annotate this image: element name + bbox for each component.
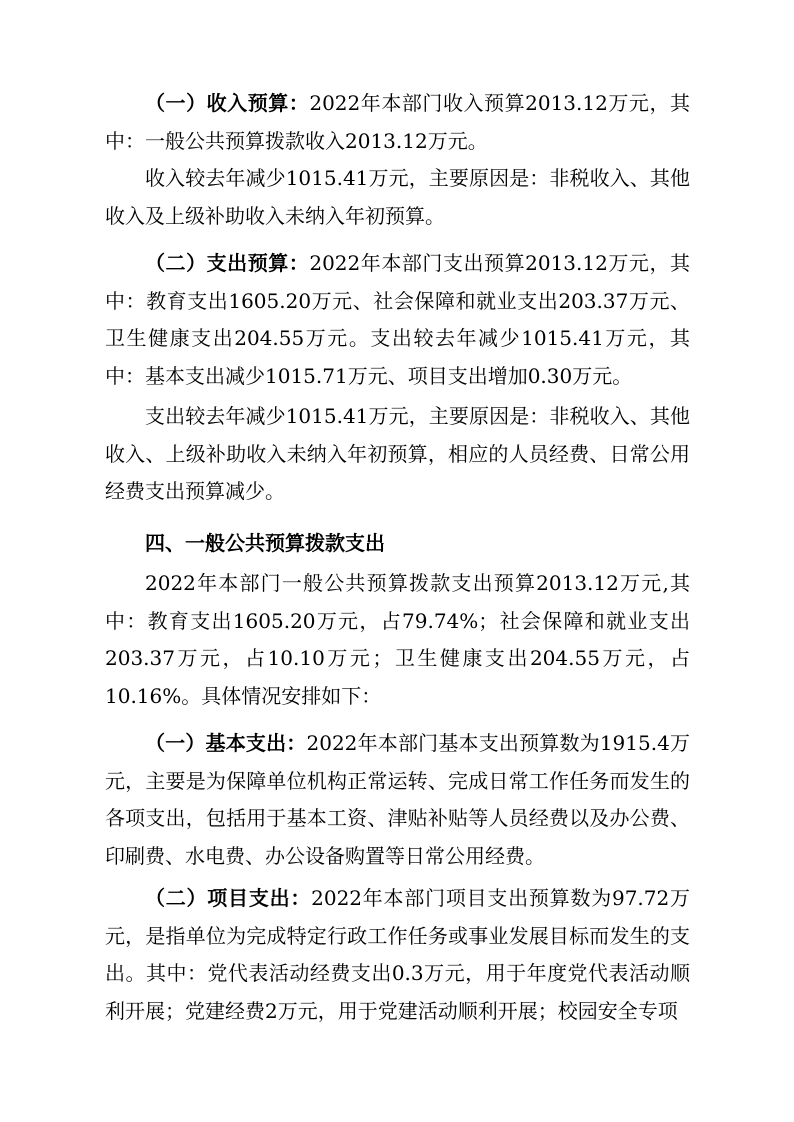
expenditure-decrease-paragraph <box>105 398 690 511</box>
expenditure-decrease-text: 支出较去年减少1015.41万元，主要原因是：非税收入、其他收入、上级补助收入未纳入年初预算，相应的人员经费、日常公用经费支出预算减少。 <box>105 404 690 503</box>
income-budget-text: 2022年本部门收入预算2013.12万元，其中：一般公共预算拨款收入2013.12万元。 <box>105 91 690 153</box>
income-decrease-paragraph <box>105 160 690 235</box>
section-heading: 四、一般公共预算拨款支出 <box>145 531 385 555</box>
expenditure-budget-text: 2022年本部门支出预算2013.12万元，其中：教育支出1605.20万元、社会保障和就业支出203.37万元、卫生健康支出204.55万元。支出较去年减少1015.41万元，其中：基本支出减少1015.71万元、项目支出增加0.30万元。 <box>105 251 690 388</box>
general-budget-text: 2022年本部门一般公共预算拨款支出预算2013.12万元,其中：教育支出1605.20万元，占79.74%；社会保障和就业支出203.37万元，占10.10万元；卫生健康支出204.55万元，占10.16%。具体情况安排如下： <box>105 571 690 708</box>
general-budget-paragraph <box>105 565 690 715</box>
income-budget-paragraph <box>105 85 690 160</box>
project-expenditure-paragraph <box>105 880 690 1030</box>
income-budget-label: （一）收入预算： <box>145 91 310 115</box>
basic-expenditure-text: 2022年本部门基本支出预算数为1915.4万元，主要是为保障单位机构正常运转、完成日常工作任务而发生的各项支出，包括用于基本工资、津贴补贴等人员经费以及办公费、印刷费、水电费、办公设备购置等日常公用经费。 <box>105 731 690 868</box>
expenditure-budget-label: （二）支出预算： <box>145 251 310 275</box>
project-expenditure-text: 2022年本部门项目支出预算数为97.72万元，是指单位为完成特定行政工作任务或事业发展目标而发生的支出。其中：党代表活动经费支出0.3万元，用于年度党代表活动顺利开展；党建经费2万元，用于党建活动顺利开展；校园安全专项 <box>105 886 690 1023</box>
basic-expenditure-label: （一）基本支出： <box>145 731 307 755</box>
income-decrease-text: 收入较去年减少1015.41万元，主要原因是：非税收入、其他收入及上级补助收入未纳入年初预算。 <box>105 166 690 228</box>
project-expenditure-label: （二）项目支出： <box>145 886 312 910</box>
basic-expenditure-paragraph <box>105 725 690 875</box>
expenditure-budget-paragraph <box>105 245 690 395</box>
